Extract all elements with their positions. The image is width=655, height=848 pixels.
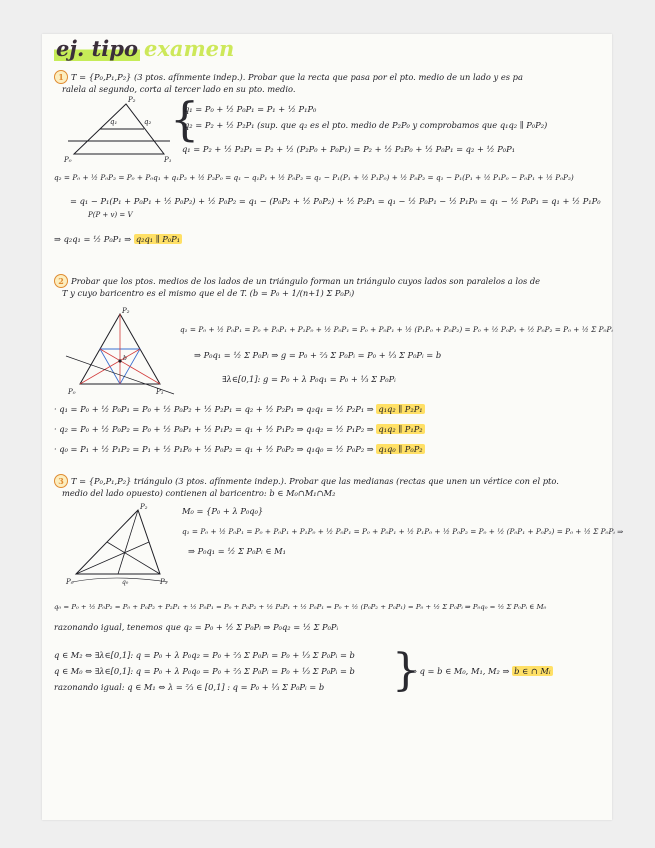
p2-line-2: ⇒ P₀q₁ = ½ Σ P₀Pᵢ ⇒ g = P₀ + ⅔ Σ P₀Pᵢ = P₀ + ⅓ Σ P₀Pᵢ = b [194,350,442,360]
problem-number-badge: 3 [54,474,68,488]
problem-number-badge: 1 [54,70,68,84]
label-q1: q₁ [110,118,118,126]
system-eq-1: q₁ = P₀ + ½ P₀P₁ = P₁ + ½ P₁P₀ [184,104,317,114]
label-p0: P₀ [66,578,74,586]
p1-line-1: q₁ = P₂ + ½ P₂P₁ = P₂ + ½ (P₂P₀ + P₀P₁) = P₂ + ½ P₂P₀ + ½ P₀P₁ = q₂ + ½ P₀P₁ [182,144,516,154]
p3-line-8: razonando igual: q ∈ M₁ ⇔ λ = ⅔ ∈ [0,1] : q = P₀ + ⅓ Σ P₀Pᵢ = b [54,682,325,692]
label-p1: P₁ [160,578,168,586]
notebook-page: ej. tipo examen 1 T = {P₀,P₁,P₂} (3 ptos. afínmente indep.). Probar que la recta que pasa por el pto. medio de un lado y es pa ralela al segundo, corta al tercer lado en su pto. medio. q₁ P₂ q₂ P₀ P₁ { q₁ = P₀ + ½ P₀P₁ = P₁ + ½ P₁P₀ q₂ = P₂ + ½ P₂P₁ (sup. que q₂ es el pto. medio de P₂P₀ y comprobamos que q₁q₂ ∥ P₀P₂) q₁ = P₂ + ½ P₂P₁ = P₂ + ½ (P₂P₀ + P₀P₁) = P₂ + ½ P₂P₀ + ½ P₀P₁ = q₂ + ½ P₀P₁ q₂ = P₀ + ½ P₀P₂ = P₀ + P₀q₁ + q₁P₂ + ½ P₂P₀ = q₁ − q₁P₁ + ½ P₀P₂ = q₁ − P₁(P₁ + ½ P₁P₀) + ½ P₀P₂ = q₁ − P₁(P₁ + ½ P₁P₀ − P₀P₁ + ½ P₀P₂) = q₁ − P₁(P₁ + P₀P₁ + ½ P₀P₂) + ½ P₀P₂ = q₁ − (P₀P₂ + ½ P₀P₂) + ½ P₂P₁ = q₁ − ½ P₀P₁ − ½ P₁P₀ = q₁ − ½ P₀P₁ = q₁ + ½ P₁P₀ P(P + v) = V ⇒ q₂q₁ = ½ P₀P₁ ⇒ q₂q₁ ∥ P₀P₁ 2 Probar que los ptos. medios de los lados de un triángulo forman un triángulo cuyos lados son paralelos a los de T y cuyo baricentro es el mismo que el de T. (b = P₀ + 1/(n+1) Σ P₀Pᵢ) P₂ P₀ P₁ b q₁ = P₀ + ½ P₀P₁ = P₀ + P₀P₁ + P₁P₀ + ½ P₀P₁ = P₀ + P₀P₁ + ½ (P₁P₀ + P₀P₂) = P₀ + ½ P₀P₁ + ½ P₀P₂ = P₀ + ½ Σ P₀Pᵢ ⇒ P₀q₁ = ½ Σ P₀Pᵢ ⇒ g = P₀ + ⅔ Σ P₀Pᵢ = P₀ + ⅓ Σ P₀Pᵢ = b ∃λ∈[0,1]: g = P₀ + λ P₀q₁ = P₀ + ⅓ Σ P₀Pᵢ · q₁ = P₀ + ½ P₀P₁ = P₀ + ½ P₀P₂ + ½ P₂P₁ = q₂ + ½ P₂P₁ ⇒ q₂q₁ = ½ P₂P₁ ⇒ q₁q₂ ∥ P₂P₁ · q₂ = P₀ + ½ P₀P₂ = P₀ + ½ P₀P₁ + ½ P₁P₂ = q₁ + ½ P₁P₂ ⇒ q₁q₂ = ½ P₁P₂ ⇒ q₁q₂ ∥ P₁P₂ · q₀ = P₁ + ½ P₁P₂ = P₁ + ½ P₁P₀ + ½ P₀P₂ = q₁ + ½ P₀P₂ ⇒ q₁q₀ = ½ P₀P₂ ⇒ q₁q₀ ∥ P₀P₂ 3 T = {P₀,P₁,P₂} triángulo (3 ptos. afínmente indep.). Probar que las medianas (rectas que unen un vértice con el pto. medio del lado opuesto) contienen al baricentro: b ∈ M₀∩M₁∩M₂ P₂ P₀ P₁ q₀ M₀ = {P₀ + λ P₀q₀} q₁ = P₀ + ½ P₀P₁ = P₀ + P₀P₁ + P₁P₀ + ½ P₀P₁ = P₀ + P₀P₁ + ½ P₁P₀ + ½ P₀P₂ = P₀ + ½ (P₀P₁ + P₀P₂) = P₀ + ½ Σ P₀Pᵢ ⇒ ⇒ P₀q₁ = ½ Σ P₀Pᵢ ∈ M₁ q₀ = P₀ + ½ P₀P₂ = P₀ + P₀P₂ + P₂P₁ + ½ P₀P₁ = P₀ + P₀P₂ + ½ P₂P₁ + ½ P₀P₁ = P₀ + ½ (P₀P₂ + P₀P₁) = P₀ + ½ Σ P₀Pᵢ ⇒ P₀q₀ = ½ Σ P₀Pᵢ ∈ M₀ razonando igual, tenemos que q₂ = P₀ + ½ Σ P₀Pᵢ ⇒ P₀q₂ = ½ Σ P₀Pᵢ q ∈ M₂ ⇔ ∃λ∈[0,1]: q = P₀ + λ P₀q₂ = P₀ + ⅔ Σ P₀Pᵢ = P₀ + ⅓ Σ P₀Pᵢ = b q ∈ M₀ ⇔ ∃λ∈[0,1]: q = P₀ + λ P₀q₀ = P₀ + ⅔ Σ P₀Pᵢ = P₀ + ⅓ Σ P₀Pᵢ = b razonando igual: q ∈ M₁ ⇔ λ = ⅔ ∈ [0,1] : q = P₀ + ⅓ Σ P₀Pᵢ = b } ⇒ q = b ∈ M₀, M₁, M₂ ⇒ b ∈ ∩ Mᵢ [42,34,612,820]
label-q2: q₂ [144,118,152,126]
label-p2: P₂ [140,503,148,511]
p3-line-2: q₁ = P₀ + ½ P₀P₁ = P₀ + P₀P₁ + P₁P₀ + ½ P₀P₁ = P₀ + P₀P₁ + ½ P₁P₀ + ½ P₀P₂ = P₀ + ½ (P₀P₁ + P₀P₂) = P₀ + ½ Σ P₀Pᵢ ⇒ [182,527,624,536]
p2-line-1: q₁ = P₀ + ½ P₀P₁ = P₀ + P₀P₁ + P₁P₀ + ½ P₀P₁ = P₀ + P₀P₁ + ½ (P₁P₀ + P₀P₂) = P₀ + ½ P₀P₁ + ½ P₀P₂ = P₀ + ½ Σ P₀Pᵢ [180,325,613,334]
p3-line-6: q ∈ M₂ ⇔ ∃λ∈[0,1]: q = P₀ + λ P₀q₂ = P₀ + ⅔ Σ P₀Pᵢ = P₀ + ⅓ Σ P₀Pᵢ = b [54,650,355,660]
p1-conclusion: ⇒ q₂q₁ = ½ P₀P₁ ⇒ q₂q₁ ∥ P₀P₁ [54,234,181,244]
p2-line-3: ∃λ∈[0,1]: g = P₀ + λ P₀q₁ = P₀ + ⅓ Σ P₀Pᵢ [222,374,396,384]
label-q0: q₀ [122,579,129,586]
problem-number-badge: 2 [54,274,68,288]
problem-3-statement: 3 T = {P₀,P₁,P₂} triángulo (3 ptos. afínmente indep.). Probar que las medianas (rectas que unen un vértice con el pto. [54,474,559,488]
problem-1-statement: 1 T = {P₀,P₁,P₂} (3 ptos. afínmente indep.). Probar que la recta que pasa por el pto. medio de un lado y es pa [54,70,523,84]
label-p2: P₂ [122,307,130,315]
p3-line-1: M₀ = {P₀ + λ P₀q₀} [182,506,264,516]
figure-1-triangle [64,96,174,164]
p3-line-3: ⇒ P₀q₁ = ½ Σ P₀Pᵢ ∈ M₁ [188,546,286,556]
p3-result-highlight: b ∈ ∩ Mᵢ [514,666,551,676]
p2-line-6: · q₀ = P₁ + ½ P₁P₂ = P₁ + ½ P₁P₀ + ½ P₀P₂ = q₁ + ½ P₀P₂ ⇒ q₁q₀ = ½ P₀P₂ ⇒ q₁q₀ ∥ P₀P₂ [54,444,423,454]
label-p1: P₁ [156,388,164,396]
problem-2-statement: 2 Probar que los ptos. medios de los lados de un triángulo forman un triángulo cuyos lados son paralelos a los de [54,274,540,288]
p3-conclusion: ⇒ q = b ∈ M₀, M₁, M₂ ⇒ b ∈ ∩ Mᵢ [410,666,551,676]
page-title: ej. tipo examen [56,36,235,61]
p2-result-3-highlight: q₁q₀ ∥ P₀P₂ [378,444,423,454]
label-p1: P₁ [164,156,172,164]
problem-1-statement-line2: ralela al segundo, corta al tercer lado en su pto. medio. [62,84,296,94]
p2-result-2-highlight: q₁q₂ ∥ P₁P₂ [378,424,423,434]
problem-2-statement-line2: T y cuyo baricentro es el mismo que el de T. (b = P₀ + 1/(n+1) Σ P₀Pᵢ) [62,288,355,298]
figure-2-triangle [64,306,174,396]
system-eq-2: q₂ = P₂ + ½ P₂P₁ (sup. que q₂ es el pto. medio de P₂P₀ y comprobamos que q₁q₂ ∥ P₀P₂) [184,120,548,130]
label-b: b [123,355,127,362]
p1-result-highlight: q₂q₁ ∥ P₀P₁ [135,234,181,244]
p1-line-2: q₂ = P₀ + ½ P₀P₂ = P₀ + P₀q₁ + q₁P₂ + ½ P₂P₀ = q₁ − q₁P₁ + ½ P₀P₂ = q₁ − P₁(P₁ + ½ P₁P₀) + ½ P₀P₂ = q₁ − P₁(P₁ + ½ P₁P₀ − P₀P₁ + ½ P₀P₂) [54,173,574,182]
problem-3-statement-line2: medio del lado opuesto) contienen al baricentro: b ∈ M₀∩M₁∩M₂ [62,488,336,498]
p1-line-4: P(P + v) = V [88,211,133,219]
p1-line-3: = q₁ − P₁(P₁ + P₀P₁ + ½ P₀P₂) + ½ P₀P₂ = q₁ − (P₀P₂ + ½ P₀P₂) + ½ P₂P₁ = q₁ − ½ P₀P₁ − ½ P₁P₀ = q₁ − ½ P₀P₁ = q₁ + ½ P₁P₀ [70,196,601,206]
p2-result-1-highlight: q₁q₂ ∥ P₂P₁ [378,404,423,414]
label-p0: P₀ [64,156,72,164]
p3-line-7: q ∈ M₀ ⇔ ∃λ∈[0,1]: q = P₀ + λ P₀q₀ = P₀ + ⅔ Σ P₀Pᵢ = P₀ + ⅓ Σ P₀Pᵢ = b [54,666,355,676]
p2-line-5: · q₂ = P₀ + ½ P₀P₂ = P₀ + ½ P₀P₁ + ½ P₁P₂ = q₁ + ½ P₁P₂ ⇒ q₁q₂ = ½ P₁P₂ ⇒ q₁q₂ ∥ P₁P₂ [54,424,423,434]
label-p0: P₀ [68,388,76,396]
label-p2: P₂ [128,96,136,104]
p3-line-5: razonando igual, tenemos que q₂ = P₀ + ½ Σ P₀Pᵢ ⇒ P₀q₂ = ½ Σ P₀Pᵢ [54,622,339,632]
p2-line-4: · q₁ = P₀ + ½ P₀P₁ = P₀ + ½ P₀P₂ + ½ P₂P₁ = q₂ + ½ P₂P₁ ⇒ q₂q₁ = ½ P₂P₁ ⇒ q₁q₂ ∥ P₂P₁ [54,404,423,414]
p3-line-4: q₀ = P₀ + ½ P₀P₂ = P₀ + P₀P₂ + P₂P₁ + ½ P₀P₁ = P₀ + P₀P₂ + ½ P₂P₁ + ½ P₀P₁ = P₀ + ½ (P₀P₂ + P₀P₁) = P₀ + ½ Σ P₀Pᵢ ⇒ P₀q₀ = ½ Σ P₀Pᵢ ∈ M₀ [54,603,547,611]
figure-3-triangle [64,504,174,584]
